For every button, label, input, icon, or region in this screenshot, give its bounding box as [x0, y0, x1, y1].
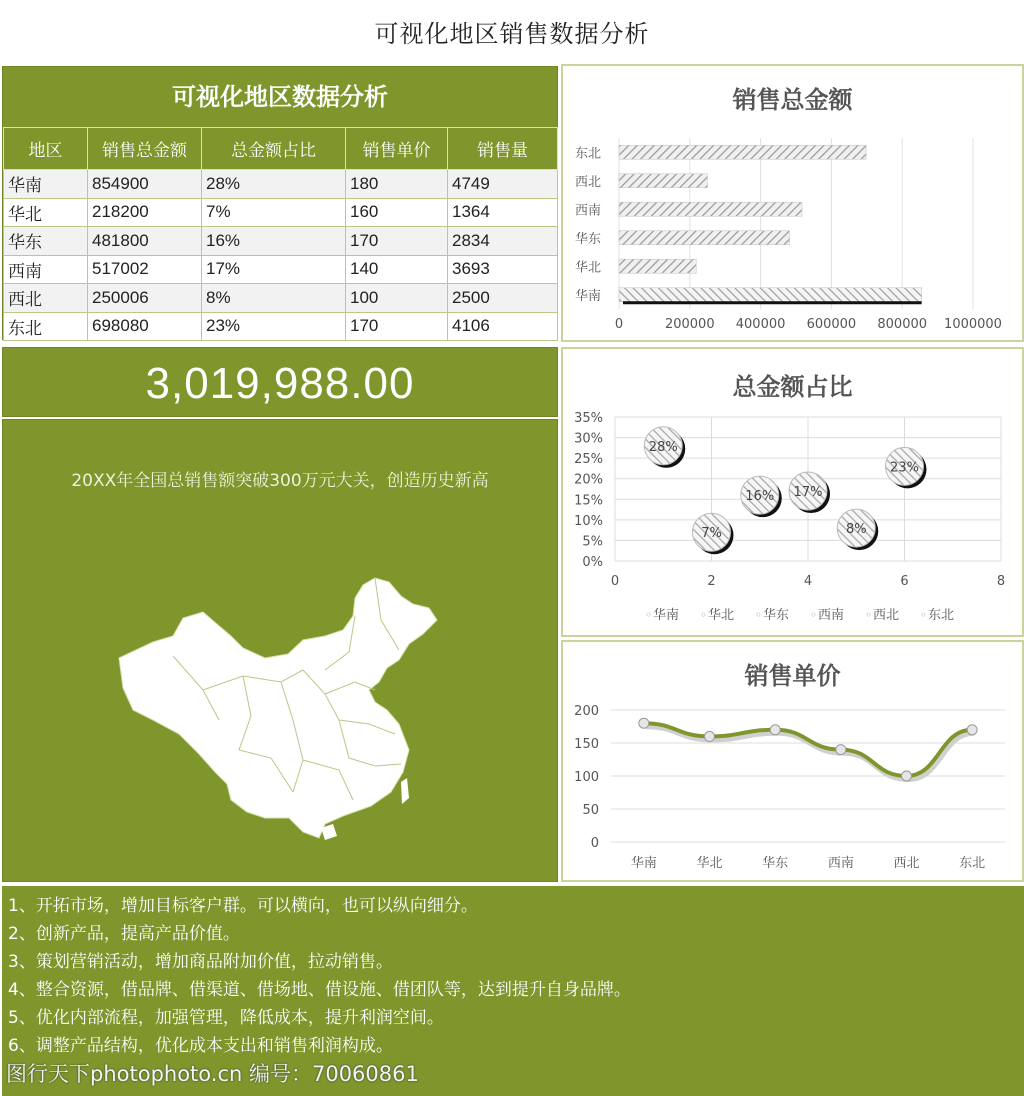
table-cell: 2834: [448, 227, 558, 256]
bubble-y-tick-label: 35%: [574, 411, 603, 426]
header-unit-price: 销售单价: [346, 128, 448, 170]
line-chart-title: 销售单价: [744, 662, 841, 690]
legend-marker: ◦: [865, 608, 873, 622]
bubble-x-tick-label: 4: [803, 574, 813, 589]
table-cell: 481800: [88, 227, 202, 256]
bar-category-label: 华东: [575, 231, 602, 247]
header-quantity: 销售量: [448, 128, 558, 170]
share-chart-panel: [561, 347, 1024, 637]
sales-bar: [619, 145, 866, 159]
table-cell: 1364: [448, 198, 558, 227]
bubble-x-tick-label: 2: [707, 574, 716, 589]
table-cell: 17%: [202, 255, 346, 284]
table-cell: 2500: [448, 284, 558, 313]
bubble-x-tick-label: 0: [610, 574, 620, 589]
legend-entry: 西南: [818, 608, 845, 623]
table-row: [4, 170, 558, 199]
table-cell: 28%: [202, 170, 346, 199]
table-cell: 218200: [88, 198, 202, 227]
legend-entry: 华南: [653, 608, 680, 623]
bubble-y-tick-label: 0%: [582, 555, 603, 570]
table-cell: 西南: [4, 255, 88, 284]
bar-category-label: 华北: [575, 260, 602, 276]
table-cell: 160: [346, 198, 448, 227]
bar-x-tick-label: 800000: [877, 317, 928, 332]
table-cell: 250006: [88, 284, 202, 313]
region-data-table: [3, 127, 558, 341]
price-point: [967, 725, 977, 735]
sales-bar: [619, 259, 696, 273]
table-cell: 8%: [202, 284, 346, 313]
table-row: [4, 227, 558, 256]
bubble-y-tick-label: 10%: [574, 513, 603, 529]
legend-entry: 华北: [708, 608, 735, 623]
table-cell: 华北: [4, 198, 88, 227]
line-x-tick-label: 华北: [696, 856, 723, 871]
line-x-tick-label: 东北: [959, 856, 986, 871]
unit-price-line-chart: [563, 642, 1022, 880]
sales-bar: [619, 202, 802, 216]
bubble-y-tick-label: 20%: [574, 472, 603, 488]
table-cell: 华东: [4, 227, 88, 256]
table-cell: 3693: [448, 255, 558, 284]
legend-entry: 西北: [873, 608, 900, 623]
bar-category-label: 东北: [575, 146, 602, 162]
line-y-tick-label: 100: [574, 770, 599, 785]
bar-chart-title: 销售总金额: [732, 86, 853, 114]
note-item: 1、开拓市场，增加目标客户群。可以横向，也可以纵向细分。: [8, 896, 478, 916]
note-item: 5、优化内部流程，加强管理，降低成本，提升利润空间。: [8, 1008, 444, 1028]
china-map-outline: [119, 578, 437, 838]
bubble-x-tick-label: 6: [900, 574, 909, 589]
legend-entry: 东北: [928, 608, 955, 623]
watermark-text: 图行天下photophoto.cn 编号：70060861: [6, 1062, 419, 1086]
china-map: [3, 420, 559, 883]
bubble-y-tick-label: 5%: [582, 534, 603, 550]
bubble-data-label: 16%: [745, 489, 775, 505]
table-cell: 517002: [88, 255, 202, 284]
bubble-data-label: 23%: [890, 460, 919, 476]
region-data-table-panel: [2, 66, 558, 340]
header-total-amount: 销售总金额: [88, 128, 202, 170]
note-item: 3、策划营销活动，增加商品附加价值，拉动销售。: [8, 952, 393, 972]
grand-total-value: 3,019,988.00: [2, 347, 558, 417]
table-cell: 东北: [4, 312, 88, 341]
legend-marker: ◦: [810, 608, 818, 622]
table-cell: 100: [346, 284, 448, 313]
sales-bar: [619, 174, 708, 188]
table-row: [4, 255, 558, 284]
bar-category-label: 华南: [575, 288, 602, 304]
table-header-row: [4, 128, 558, 170]
bar-x-tick-label: 1000000: [944, 317, 1002, 332]
table-cell: 170: [346, 312, 448, 341]
bubble-x-tick-label: 8: [996, 574, 1006, 589]
sales-total-chart-panel: [561, 64, 1024, 342]
legend-marker: ◦: [645, 608, 653, 622]
table-cell: 23%: [202, 312, 346, 341]
total-caption: 20XX年全国总销售额突破300万元大关，创造历史新高: [71, 471, 489, 491]
table-cell: 180: [346, 170, 448, 199]
bar-category-label: 西南: [575, 203, 602, 219]
bubble-data-label: 17%: [793, 485, 823, 501]
table-cell: 16%: [202, 227, 346, 256]
table-row: [4, 312, 558, 341]
line-y-tick-label: 0: [590, 836, 599, 851]
price-point: [705, 731, 715, 741]
bar-category-label: 西北: [575, 174, 602, 190]
legend-entry: 华东: [763, 608, 790, 623]
price-point: [639, 718, 649, 728]
table-cell: 4749: [448, 170, 558, 199]
table-cell: 170: [346, 227, 448, 256]
line-x-tick-label: 华东: [762, 856, 789, 871]
header-share: 总金额占比: [202, 128, 346, 170]
legend-marker: ◦: [920, 608, 928, 622]
share-bubble-chart: [563, 349, 1022, 635]
unit-price-chart-panel: [561, 640, 1024, 882]
bubble-data-label: 8%: [845, 522, 867, 538]
table-cell: 854900: [88, 170, 202, 199]
line-x-tick-label: 西北: [893, 856, 920, 871]
table-cell: 华南: [4, 170, 88, 199]
table-cell: 140: [346, 255, 448, 284]
strategy-notes-panel: [2, 886, 1024, 1096]
table-cell: 4106: [448, 312, 558, 341]
note-item: 4、整合资源，借品牌、借渠道、借场地、借设施、借团队等，达到提升自身品牌。: [8, 980, 631, 1000]
table-cell: 698080: [88, 312, 202, 341]
price-line: [644, 723, 972, 776]
taiwan-island: [401, 778, 409, 804]
sales-total-bar-chart: [563, 66, 1022, 340]
bubble-y-tick-label: 25%: [574, 452, 603, 468]
table-cell: 7%: [202, 198, 346, 227]
note-item: 2、创新产品，提高产品价值。: [8, 924, 240, 944]
bar-x-tick-label: 0: [614, 317, 624, 332]
bar-x-tick-label: 200000: [664, 317, 715, 332]
sales-bar: [619, 288, 922, 302]
table-row: [4, 284, 558, 313]
bubble-data-label: 7%: [701, 526, 722, 542]
bubble-data-label: 28%: [648, 439, 678, 455]
bubble-y-tick-label: 30%: [574, 431, 603, 447]
table-row: [4, 198, 558, 227]
table-cell: 西北: [4, 284, 88, 313]
line-y-tick-label: 150: [574, 737, 599, 752]
line-y-tick-label: 200: [574, 704, 599, 719]
page-title: 可视化地区销售数据分析: [374, 20, 650, 48]
table-title: 可视化地区数据分析: [172, 83, 388, 111]
header-region: 地区: [4, 128, 88, 170]
legend-marker: ◦: [755, 608, 763, 622]
bubble-y-tick-label: 15%: [574, 493, 603, 509]
bar-x-tick-label: 400000: [735, 317, 786, 332]
price-point: [770, 725, 780, 735]
bar-x-tick-label: 600000: [806, 317, 857, 332]
note-item: 6、调整产品结构，优化成本支出和销售利润构成。: [8, 1036, 393, 1056]
map-panel: [2, 419, 558, 882]
line-x-tick-label: 西南: [827, 856, 854, 871]
legend-marker: ◦: [700, 608, 708, 622]
sales-bar: [619, 231, 790, 245]
price-point: [836, 745, 846, 755]
table-body: [4, 170, 558, 341]
price-point: [902, 771, 912, 781]
bubble-chart-title: 总金额占比: [732, 373, 853, 401]
line-x-tick-label: 华南: [630, 856, 657, 871]
line-y-tick-label: 50: [582, 803, 599, 818]
